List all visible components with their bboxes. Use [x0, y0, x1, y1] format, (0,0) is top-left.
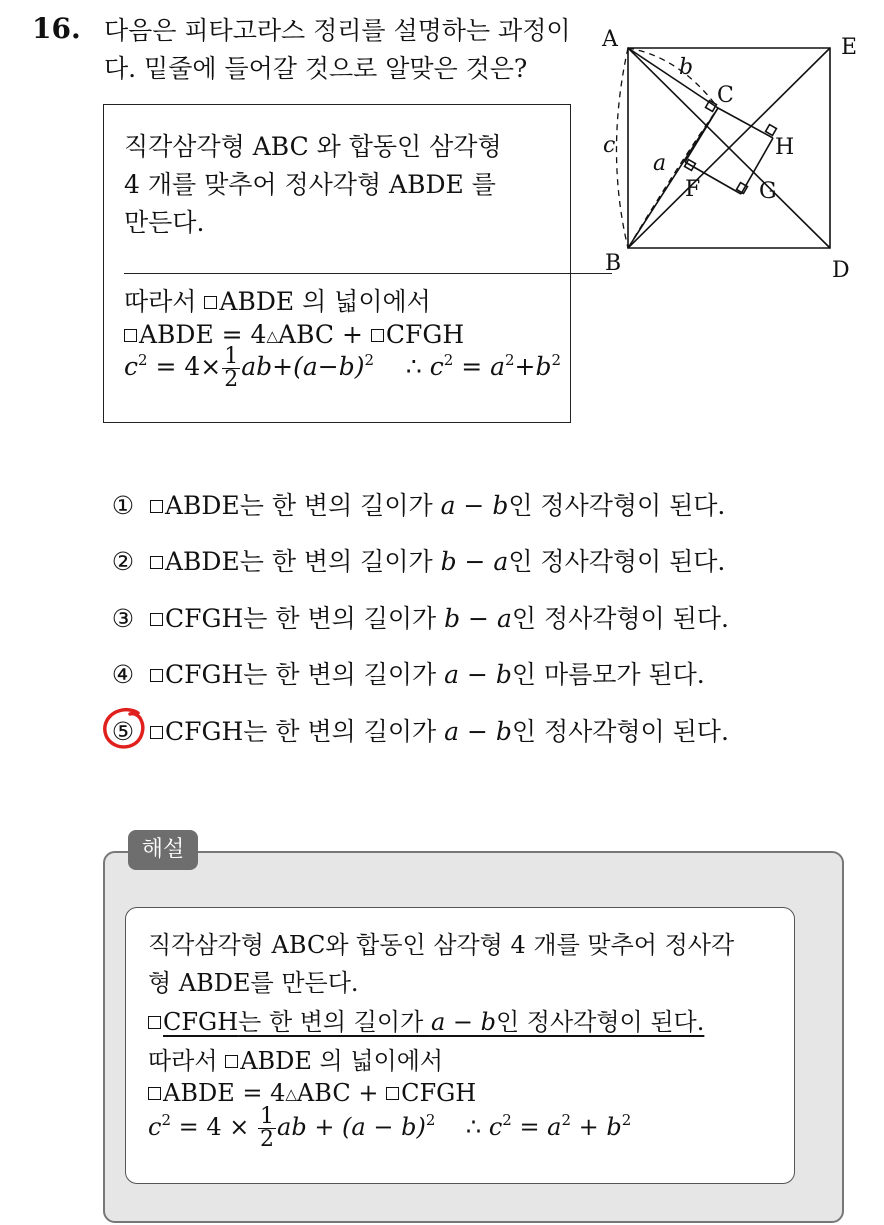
explanation-line-1: 직각삼각형 ABC와 합동인 삼각형 4 개를 맞추어 정사각 — [148, 931, 735, 959]
square-symbol — [204, 296, 217, 309]
answer-circle-stroke — [105, 710, 143, 747]
proof-line-2: 4 개를 맞추어 정사각형 ABDE 를 — [124, 170, 496, 199]
answer-circle-mark — [100, 704, 152, 754]
arc-c — [617, 48, 629, 248]
proof-line-1: 직각삼각형 ABC 와 합동인 삼각형 — [124, 132, 502, 161]
proof-line-4: 따라서 ABDE 의 넓이에서 — [124, 287, 431, 316]
explanation-line-2: 형 ABDE를 만든다. — [148, 969, 359, 997]
square-symbol — [371, 329, 384, 342]
question-line-1: 다음은 피타고라스 정리를 설명하는 과정이 — [104, 16, 571, 45]
pythagoras-diagram — [595, 22, 875, 284]
label-b-side: b — [679, 55, 694, 80]
question-number: 16. — [32, 12, 81, 45]
proof-eq-2: $c^2 = 4\times$ $\frac{1}{2}$ $ab+(a-b)^2$ ∴ $c^2 = a^2+b^2$ — [124, 344, 562, 392]
label-f-point: F — [685, 177, 701, 202]
explanation-line-4: 따라서 ABDE 의 넓이에서 — [148, 1047, 444, 1075]
option-2[interactable]: ② ABDE는 한 변의 길이가 b − a인 정사각형이 된다. — [111, 547, 726, 576]
label-a-side: a — [653, 151, 667, 176]
option-5[interactable]: ⑤ CFGH는 한 변의 길이가 a − b인 정사각형이 된다. — [111, 717, 729, 746]
label-e-point: E — [841, 35, 858, 60]
explanation-eq-2: $c^2 = 4$ × $\frac{1}{2}$ ab + $(a - b)^2$ ∴ $c^2 = a^2 + b^2$ — [148, 1104, 632, 1152]
answer-blank-line — [124, 273, 612, 274]
explanation-tab: 해설 — [128, 830, 198, 870]
label-b-point: B — [605, 251, 622, 276]
option-1[interactable]: ① ABDE는 한 변의 길이가 a − b인 정사각형이 된다. — [111, 491, 726, 520]
proof-intro — [124, 128, 564, 242]
square-symbol — [124, 329, 137, 342]
label-d-point: D — [832, 258, 850, 283]
label-c-side: c — [603, 133, 616, 158]
proof-eq-1: ABDE = 4△ABC + CFGH — [124, 320, 464, 349]
question-text — [104, 12, 594, 88]
label-a-point: A — [602, 27, 618, 52]
option-3[interactable]: ③ CFGH는 한 변의 길이가 b − a인 정사각형이 된다. — [111, 604, 729, 633]
proof-line-3: 만든다. — [124, 208, 205, 237]
option-4[interactable]: ④ CFGH는 한 변의 길이가 a − b인 마름모가 된다. — [111, 660, 705, 689]
label-c-point: C — [717, 83, 734, 108]
label-h-point: H — [775, 135, 795, 160]
fraction-half: $\frac{1}{2}$ — [224, 344, 239, 392]
explanation-line-3: CFGH는 한 변의 길이가 a − b인 정사각형이 된다. — [148, 1002, 704, 1037]
question-line-2: 다. 밑줄에 들어갈 것으로 알맞은 것은? — [104, 54, 528, 83]
label-g-point: G — [759, 179, 777, 204]
triangle-symbol: △ — [266, 327, 279, 345]
explanation-eq-1: ABDE = 4△ABC + CFGH — [148, 1079, 476, 1107]
